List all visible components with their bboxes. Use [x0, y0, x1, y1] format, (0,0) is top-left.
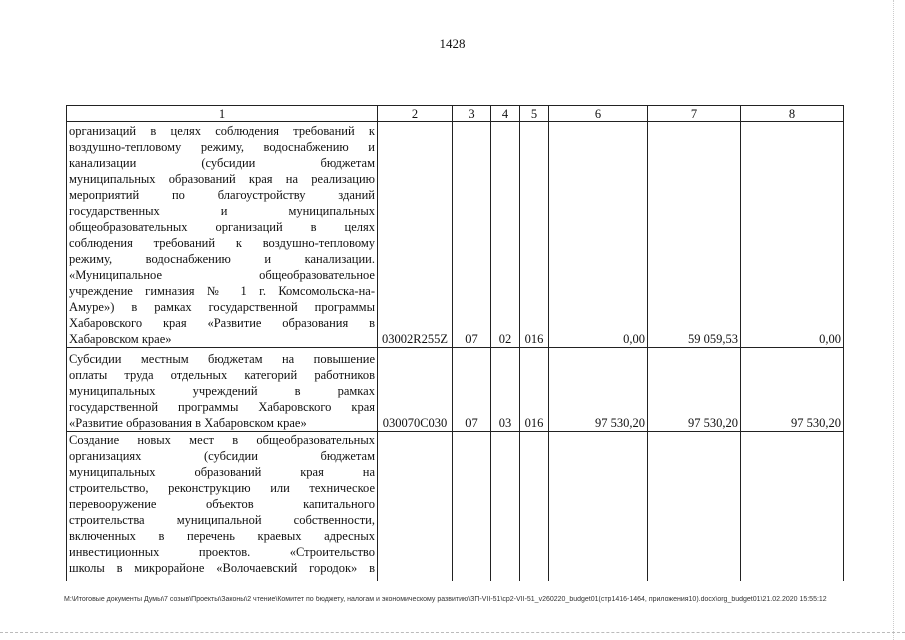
description-line: соблюдения требований к воздушно-тепловому [69, 236, 375, 250]
header-col-2: 2 [378, 106, 453, 122]
description-line: «Развитие образования в Хабаровском крае» [69, 416, 307, 430]
description-line: строительство, реконструкцию или техническое [69, 481, 375, 495]
description-line: государственной программы Хабаровского края [69, 400, 375, 414]
description-line: общеобразовательных организаций в целях [69, 220, 375, 234]
header-col-3: 3 [453, 106, 491, 122]
expense-type-code: 016 [520, 348, 549, 432]
target-article-code [378, 432, 453, 581]
description-line: воздушно-тепловому режиму, водоснабжению и [69, 140, 375, 154]
description-line: организаций в целях соблюдения требований к [69, 124, 375, 138]
header-col-8: 8 [741, 106, 844, 122]
description-line: перевооружение объектов капитального [69, 497, 375, 511]
budget-table [66, 105, 844, 581]
target-article-code: 030070С030 [378, 348, 453, 432]
description-line: учреждение гимназия № 1 г. Комсомольска-на- [69, 284, 375, 298]
description-line: «Муниципальное общеобразовательное [69, 268, 375, 282]
table-row [67, 432, 844, 581]
header-col-5: 5 [520, 106, 549, 122]
section-code [453, 432, 491, 581]
description-line: мероприятий по благоустройству зданий [69, 188, 375, 202]
header-col-1: 1 [67, 106, 378, 122]
amount-col-7: 59 059,53 [648, 122, 741, 348]
description-line: строительства муниципальной собственности, [69, 513, 375, 527]
description-line: канализации (субсидии бюджетам [69, 156, 375, 170]
description-line: инвестиционных проектов. «Строительство [69, 545, 375, 559]
row-description [67, 432, 378, 581]
description-line: включенных в перечень краевых адресных [69, 529, 375, 543]
expense-type-code [520, 432, 549, 581]
document-path-footer: M:\Итоговые документы Думы\7 созыв\Проекты\Законы\2 чтение\Комитет по бюджету, налогам и экономическому развитию\ЗП-VII-51\ср2-VII-51_v260220_budget01(стр1416-1464, приложения10).docx\org_budget01\21.02.2020 15:55:12 [64, 596, 827, 603]
description-line: организациях (субсидии бюджетам [69, 449, 375, 463]
table-header-row [67, 106, 844, 122]
description-line: Создание новых мест в общеобразовательных [69, 433, 375, 447]
amount-col-7 [648, 432, 741, 581]
description-line: Субсидии местным бюджетам на повышение [69, 352, 375, 366]
subsection-code: 02 [491, 122, 520, 348]
subsection-code: 03 [491, 348, 520, 432]
amount-col-8: 97 530,20 [741, 348, 844, 432]
amount-col-6 [549, 432, 648, 581]
header-col-4: 4 [491, 106, 520, 122]
table-row [67, 122, 844, 348]
amount-col-7: 97 530,20 [648, 348, 741, 432]
description-line: режиму, водоснабжению и канализации. [69, 252, 375, 266]
header-col-7: 7 [648, 106, 741, 122]
description-line: Хабаровского края «Развитие образования в [69, 316, 375, 330]
description-line: муниципальных учреждений в рамках [69, 384, 375, 398]
section-code: 07 [453, 122, 491, 348]
description-line: муниципальных образований края на реализацию [69, 172, 375, 186]
table-row [67, 348, 844, 432]
subsection-code [491, 432, 520, 581]
row-description [67, 122, 378, 348]
description-line: оплаты труда отдельных категорий работников [69, 368, 375, 382]
amount-col-6: 0,00 [549, 122, 648, 348]
amount-col-6: 97 530,20 [549, 348, 648, 432]
page-cut-line [0, 632, 905, 633]
page-right-edge [893, 0, 894, 640]
description-line: государственных и муниципальных [69, 204, 375, 218]
page-number: 1428 [439, 36, 466, 51]
amount-col-8 [741, 432, 844, 581]
amount-col-8: 0,00 [741, 122, 844, 348]
description-line: Амуре») в рамках государственной программы [69, 300, 375, 314]
description-line: школы в микрорайоне «Волочаевский городок» в [69, 561, 375, 575]
section-code: 07 [453, 348, 491, 432]
header-col-6: 6 [549, 106, 648, 122]
target-article-code: 03002R255Z [378, 122, 453, 348]
row-description [67, 348, 378, 432]
description-line: Хабаровском крае» [69, 332, 172, 346]
description-line: муниципальных образований края на [69, 465, 375, 479]
expense-type-code: 016 [520, 122, 549, 348]
